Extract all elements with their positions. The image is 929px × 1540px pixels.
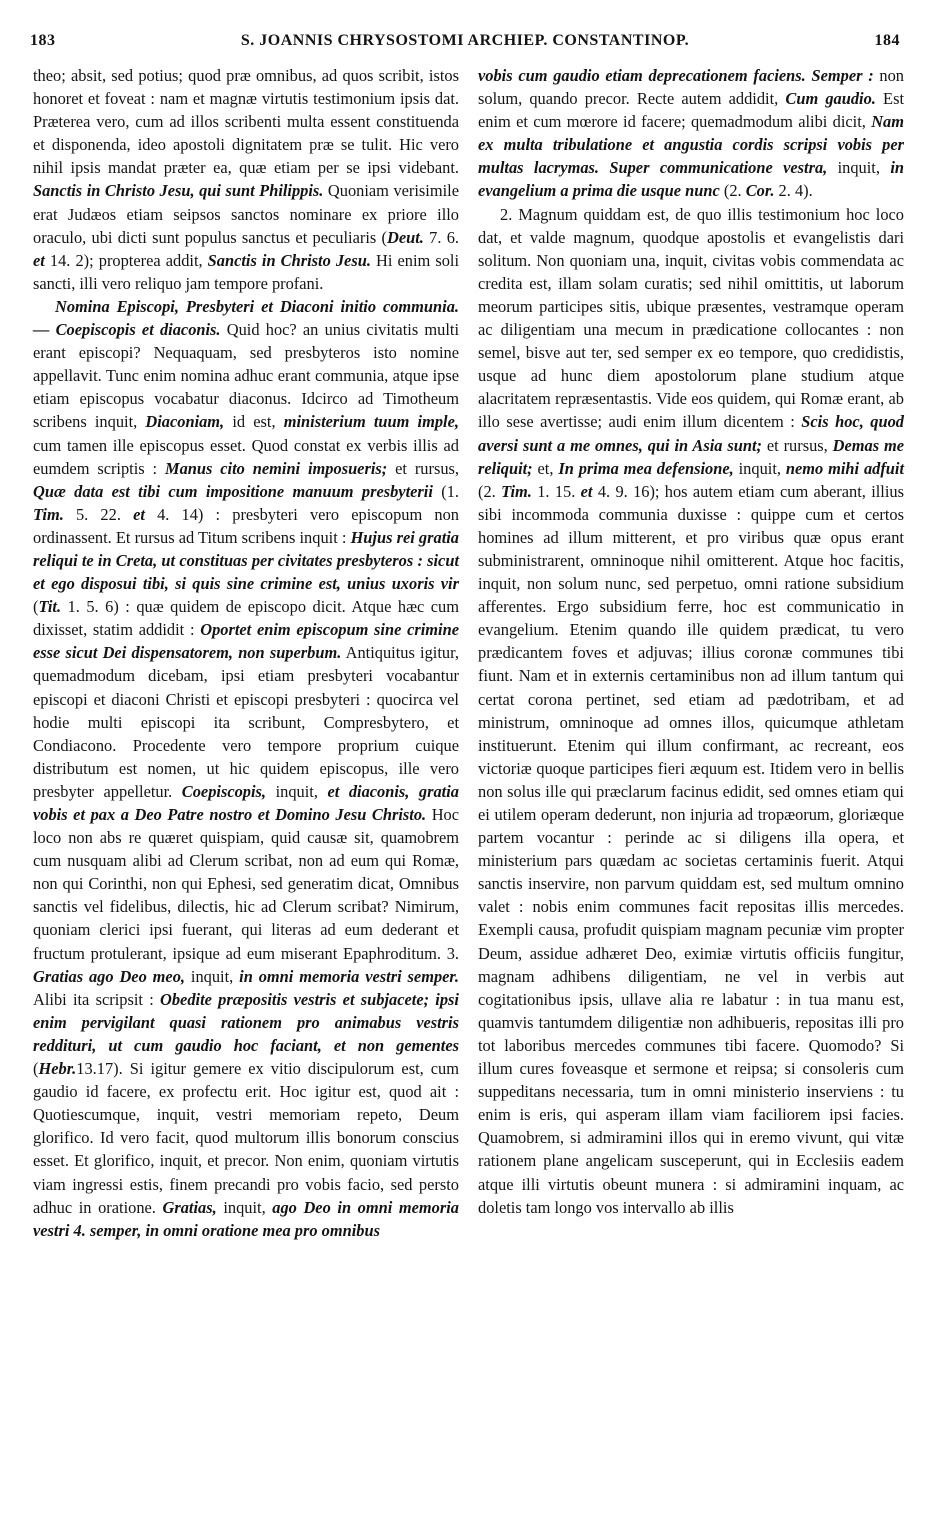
italic-run: In prima mea defensione, (558, 458, 734, 478)
italic-run: Deut. (386, 227, 424, 247)
running-title: S. JOANNIS CHRYSOSTOMI ARCHIEP. CONSTANTINOP. (240, 32, 690, 49)
text-run: Quid hoc? an unius civitatis multi erant episcopi? Nequaquam, sed presbyteros isto nomine appellavit. Tunc enim nomina adhuc erant communia, atque ipse etiam episcopus vocabatur diaconus. Idcirco ad Timotheum scribens inquit, (33, 320, 460, 432)
text-run: Est enim et cum mœrore id facere; quemadmodum alibi dicit, (478, 89, 905, 132)
text-run: et rursus, (761, 435, 833, 455)
text-run: 1. 15. (531, 481, 581, 501)
italic-run: Scis hoc, quod aversi sunt a me omnes, qui in Asia sunt; (478, 412, 904, 455)
italic-run: Hujus rei gratia reliqui te in Creta, ut constituas per civitates presbyteros : sicut et ego disposui tibi, si quis sine crimine est, unius uxoris vir (33, 527, 460, 594)
italic-run: ministerium tuum imple, (283, 412, 459, 432)
text-run: ( (33, 597, 39, 617)
italic-run: in omni memoria vestri semper. (239, 966, 459, 986)
text-run: Hoc loco non abs re quæret quispiam, quid causæ sit, quamobrem cum nusquam alibi ad Clerum scribat, non ad eum qui Romæ, non qui Corinthi, non qui Ephesi, sed generatim dicat, Omnibus sanctis vel fidelibus, dilectis, hic ad Clerum scribat? Nimirum, quoniam clerici ipsi fuerant, qui literas ad eum dederant et fructum protulerant, ipsique ad eum miserant Epaphroditum. 3. (33, 805, 460, 963)
italic-run: Demas me reliquit; (478, 435, 905, 478)
italic-run: in evangelium a prima die usque nunc (478, 158, 904, 201)
text-run: 2. Magnum quiddam est, de quo illis testimonium hoc loco dat, et valde magnum, quodque apostolis et evangelistis dari solitum. Non quoniam una, inquit, civitas vobis commendata ac credita est, illam solam curatis; sed nihil omittitis, ut laborum meorum participes sitis, ubique præsentes, vestramque operam ac diligentiam una mecum in prædicatione collocantes : non semel, bisve aut ter, sed semper ex eo tempore, quo credidistis, usque ad hunc diem apostolorum plane studium atque alacritatem repræsentastis. Vide eos quidem, qui Romæ erant, ab illo sese avertisse; audi enim illum dicentem : (478, 204, 904, 432)
italic-run: Sanctis in Christo Jesu. (207, 250, 371, 270)
text-run: 1. 5. 6) : quæ quidem de episcopo dicit. Atque hæc cum dixisset, statim addidit : (33, 597, 459, 640)
text-run: (1. (432, 481, 459, 501)
italic-run: Cum gaudio. (785, 89, 876, 109)
text-run: 14. 2); propterea addit, (44, 250, 208, 270)
text-run: id est, (224, 412, 284, 432)
italic-run: Gratias ago Deo meo, (33, 966, 185, 986)
paragraph (33, 295, 459, 1242)
paragraph (478, 203, 904, 1219)
text-run: non solum, quando precor. Recte autem addidit, (478, 66, 904, 109)
page-number-right: 184 (874, 32, 900, 49)
paragraph (33, 64, 459, 295)
text-run: inquit, (185, 966, 240, 986)
text-run: (2. (478, 481, 502, 501)
running-header (30, 32, 900, 56)
italic-run: Manus cito nemini imposueris; (165, 458, 388, 478)
right-column (478, 64, 904, 1219)
text-run: Hi enim soli sancti, illi vero reliquo jam tempore profani. (33, 250, 460, 293)
italic-run: Cor. (745, 181, 775, 201)
italic-run: Tit. (38, 597, 62, 617)
text-run: et rursus, (387, 458, 459, 478)
italic-run: et diaconis, gratia vobis et pax a Deo Patre nostro et Domino Jesu Christo. (33, 781, 459, 824)
italic-run: Obedite præpositis vestris et subjacete; ipsi enim pervigilant quasi rationem pro animabus vestris reddituri, ut cum gaudio hoc faciant, et non gementes (33, 989, 459, 1055)
text-run: Quoniam verisimile erat Judæos etiam seipsos sanctos nominare ex priore illo oraculo, ubi dicti sunt populus sanctus et peculiaris ( (33, 181, 459, 247)
italic-run: Nomina Episcopi, Presbyteri et Diaconi initio communia. — Coepiscopis et diaconis. (33, 296, 459, 340)
italic-run: Hebr. (38, 1059, 77, 1079)
italic-run: et (133, 504, 145, 524)
italic-run: Oportet enim episcopum sine crimine esse sicut Dei dispensatorem, non superbum. (33, 620, 460, 663)
text-run: theo; absit, sed potius; quod præ omnibus, ad quos scribit, istos honoret et foveat : nam et magnæ virtutis testimonium ipsis dat. Præterea vero, cum ad illos scribenti multa essent constituenda et disponenda, ideo apostoli dignitatem præ se tulit. Hic vero nihil ipsis mandat præter ea, quæ etiam per se ipsi videbant. (33, 66, 459, 178)
italic-run: nemo mihi adfuit (785, 458, 905, 478)
text-run: cum tamen ille episcopus esset. Quod constat ex verbis illis ad eumdem scriptis : (33, 435, 459, 478)
text-run: 7. 6. (423, 227, 460, 247)
italic-run: Coepiscopis, (181, 781, 267, 801)
italic-run: Nam ex multa tribulatione et angustia cordis scripsi vobis per multas lacrymas. Super communicatione vestra, (478, 112, 904, 178)
text-run: inquit, (733, 458, 786, 478)
text-run: inquit, (216, 1197, 273, 1217)
italic-run: Quæ data est tibi cum impositione manuum presbyterii (33, 481, 433, 501)
italic-run: ago Deo in omni memoria vestri 4. semper, in omni oratione mea pro omnibus (33, 1197, 459, 1240)
text-run: 4. 14) : presbyteri vero episcopum non ordinassent. Et rursus ad Titum scribens inquit : (33, 504, 459, 547)
text-run: Alibi ita scripsit : (33, 989, 161, 1009)
text-run: inquit, (827, 158, 891, 178)
text-run: (2. (719, 181, 746, 201)
italic-run: vobis cum gaudio etiam deprecationem faciens. Semper : (478, 66, 874, 85)
text-run: 2. 4). (774, 181, 813, 201)
text-run: inquit, (266, 781, 328, 801)
italic-run: Sanctis in Christo Jesu, qui sunt Philippis. (33, 181, 324, 201)
text-run: 5. 22. (63, 504, 134, 524)
italic-run: et (580, 481, 593, 501)
paragraph (478, 64, 904, 203)
italic-run: Tim. (33, 504, 64, 524)
text-run: et, (532, 458, 559, 478)
page-number-left: 183 (30, 32, 56, 49)
text-run: ( (33, 1059, 39, 1079)
left-column (33, 64, 459, 1242)
italic-run: Diaconiam, (145, 412, 225, 432)
text-run: Antiquitus igitur, quemadmodum dicebam, ipsi etiam presbyteri vocabantur episcopi et diaconi Christi et episcopi presbyteri : quocirca vel hodie multi episcopi ita scribunt, Compresbytero, et Condiacono. Procedente vero tempore proprium cuique distributum est nomen, ut hic quidem episcopus, ille vero presbyter appelletur. (33, 643, 459, 801)
text-run: 13.17). Si igitur gemere ex vitio discipulorum est, cum gaudio id facere, ex profectu erit. Hoc igitur est, quod ait : Quotiescumque, inquit, vestri memoriam repeto, Deum glorifico. Id vero facit, quod multorum illis bonorum conscius esset. Et glorifico, inquit, et precor. Non enim, quoniam virtutis viam ingressi estis, finem precandi pro vobis facio, sed persto adhuc in oratione. (33, 1059, 459, 1217)
text-run: 4. 9. 16); hos autem etiam cum aberant, illius sibi incommoda communia duxisse : quippe cum et certos homines ad illum mitterent, et pro viribus quæ opus erant subministrarent, omninoque nihil omitterent. Atque hoc facitis, inquit, non solum nunc, sed perpetuo, omni ratione subsidium afferentes. Ergo subsidium ferre, hoc est communicatio in evangelium. Etenim quando ille quidem prædicat, tu vero prædicantem foves et adjuvas; illius coronæ communes tibi fiunt. Nam et in externis certaminibus non ad illum tantum qui certat corona pertinet, sed etiam ad pædotribam, et ad ministrum, omninoque ad omnes illos, quicumque athletam instituerunt. Etenim qui illum confirmant, ac recreant, eos victoriæ quoque participes fieri æquum est. Itidem vero in bellis non solus ille qui præclarum facinus edidit, sed omnes etiam qui ei utilem operam dederunt, non injuria ad tropæorum, gloriæque partem vocantur : perinde ac si diligens illa opera, et ministerium pars quædam ac societas certaminis fuerit. Atqui sanctis inservire, non parvum quiddam est, sed multum omnino valet : nobis enim communes facit repositas illis mercedes. Exempli causa, profudit quispiam magnam pecuniæ vim propter Deum, assidue adhæret Deo, eximiæ virtutis officiis fungitur, magnam adhibens diligentiam, ne vel in verbis aut cogitationibus ipsis, ullave alia re labatur : in tua manu est, quamvis tantumdem diligentiæ non adhibueris, repositas illi pro tot laboribus mercedes communes tibi facere. Quomodo? Si illum cures foveasque et sermone et reipsa; si consoleris cum suppeditans necessaria, tum in omni ministerio inserviens : tu enim is eris, qui asperam illam viam faciliorem ipsi facies. Quamobrem, si admiramini illos qui in eremo vivunt, qui vitæ rationem plane angelicam susceperunt, qui in Ecclesiis eadem atque illi virtutis obeunt munera : si admiramini inquam, ac doletis tam longo vos intervallo ab illis (478, 481, 904, 1217)
italic-run: et (33, 250, 45, 270)
italic-run: Gratias, (162, 1197, 217, 1217)
italic-run: Tim. (501, 481, 532, 501)
